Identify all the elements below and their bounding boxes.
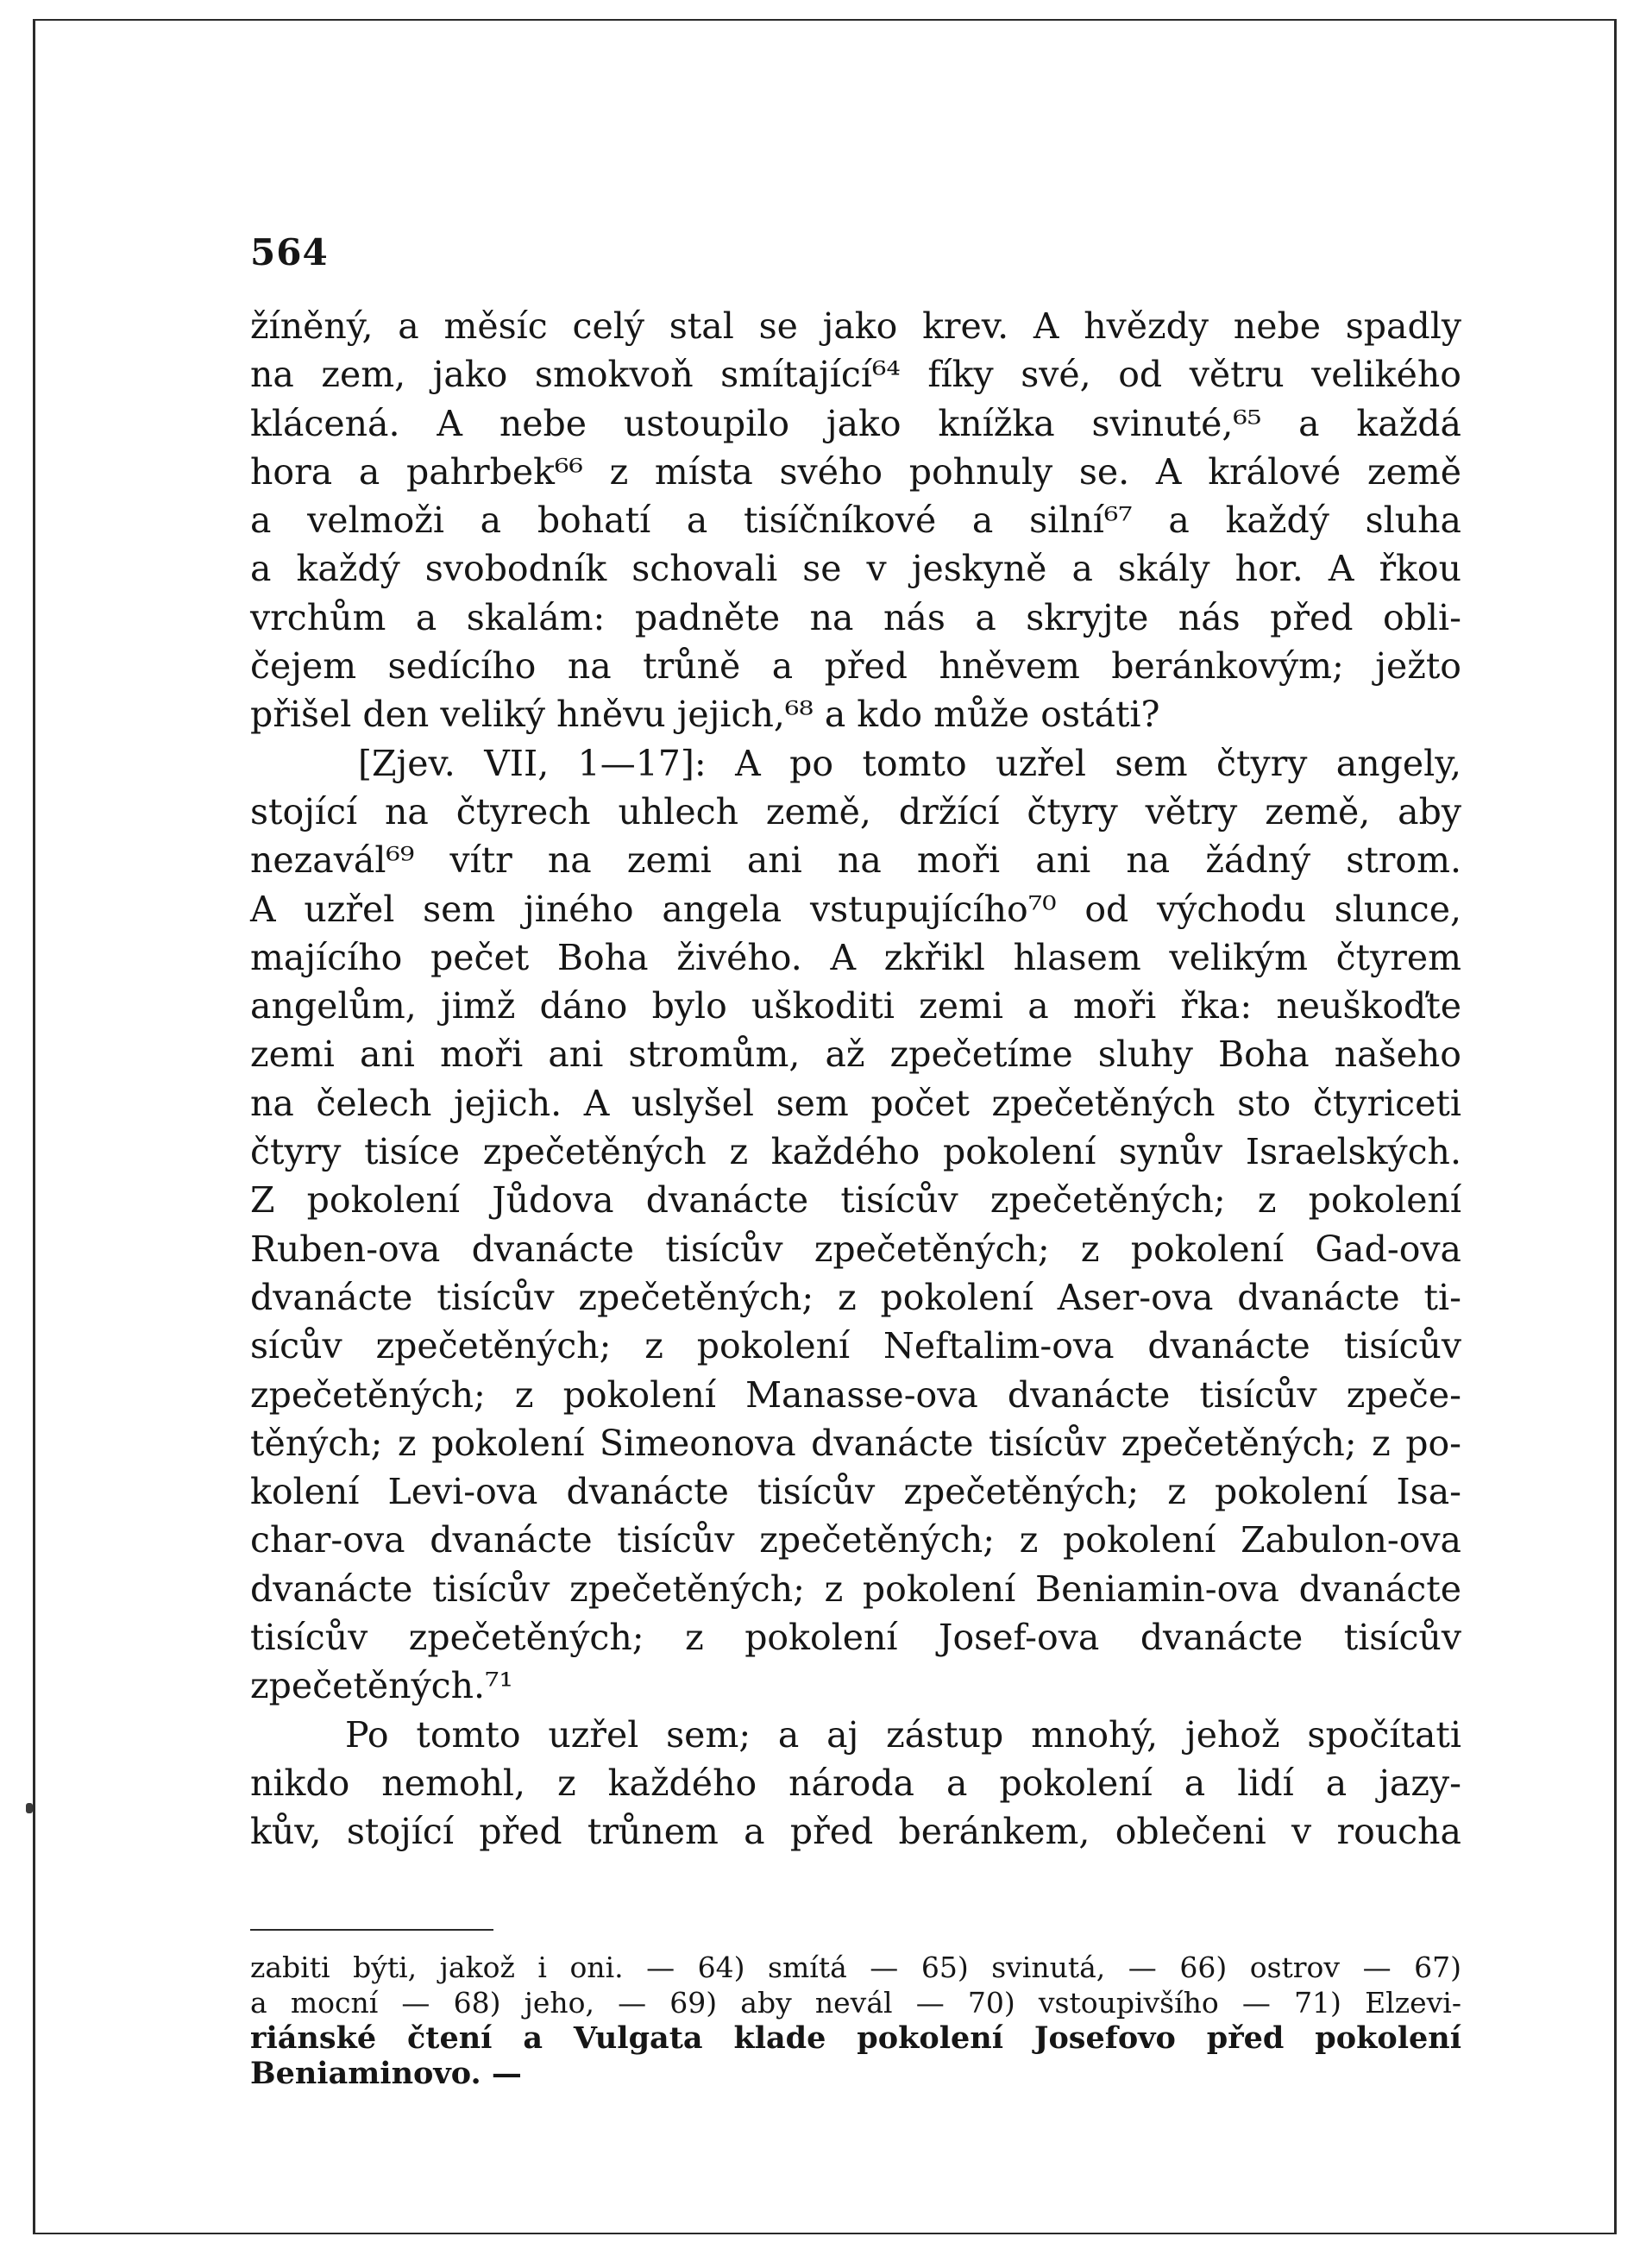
text-line: a každý svobodník schovali se v jeskyně a skály hor. A řkou	[250, 548, 1461, 590]
text-line: klácená. A nebe ustoupilo jako knížka svinuté,⁶⁵ a každá	[250, 402, 1461, 444]
text-line: a velmoži a bohatí a tisíčníkové a silní⁶⁷ a každý sluha	[250, 499, 1461, 542]
text-line: dvanácte tisícův zpečetěných; z pokolení Beniamin-ova dvanácte	[250, 1567, 1461, 1610]
footnote-line: riánské čtení a Vulgata klade pokolení Josefovo před pokolení	[250, 2020, 1461, 2056]
text-line: žíněný, a měsíc celý stal se jako krev. A hvězdy nebe spadly	[250, 305, 1461, 347]
text-line: na čelech jejich. A uslyšel sem počet zpečetěných sto čtyriceti	[250, 1082, 1461, 1124]
body-text	[250, 302, 1461, 1856]
text-line: char-ova dvanácte tisícův zpečetěných; z pokolení Zabulon-ova	[250, 1519, 1461, 1561]
text-line: na zem, jako smokvoň smítající⁶⁴ fíky své, od větru velikého	[250, 354, 1461, 396]
scan-speck	[26, 1803, 33, 1813]
text-line: čtyry tisíce zpečetěných z každého pokolení synův Israelských.	[250, 1131, 1461, 1173]
text-line: Ruben-ova dvanácte tisícův zpečetěných; z pokolení Gad-ova	[250, 1228, 1461, 1270]
text-line: nikdo nemohl, z každého národa a pokolení a lidí a jazy-	[250, 1762, 1461, 1804]
text-line: čejem sedícího na trůně a před hněvem beránkovým; ježto	[250, 645, 1461, 688]
text-line: Z pokolení Jůdova dvanácte tisícův zpečetěných; z pokolení	[250, 1179, 1461, 1222]
text-line: hora a pahrbek⁶⁶ z místa svého pohnuly se. A králové země	[250, 450, 1461, 493]
text-line: zpečetěných; z pokolení Manasse-ova dvanácte tisícův zpeče-	[250, 1373, 1461, 1416]
text-line: stojící na čtyrech uhlech země, držící čtyry větry země, aby	[250, 790, 1461, 832]
text-line: majícího pečet Boha živého. A zkřikl hlasem velikým čtyrem	[250, 936, 1461, 978]
text-line: nezavál⁶⁹ vítr na zemi ani na moři ani na žádný strom.	[250, 839, 1461, 882]
text-line: angelům, jimž dáno bylo uškoditi zemi a moři řka: neuškoďte	[250, 985, 1461, 1027]
text-line: Po tomto uzřel sem; a aj zástup mnohý, jehož spočítati	[345, 1713, 1461, 1756]
footnote-line: zabiti býti, jakož i oni. — 64) smítá — 65) svinutá, — 66) ostrov — 67)	[250, 1951, 1461, 1984]
footnote-line: a mocní — 68) jeho, — 69) aby nevál — 70) vstoupivšího — 71) Elzevi-	[250, 1986, 1461, 2020]
text-line: kolení Levi-ova dvanácte tisícův zpečetěných; z pokolení Isa-	[250, 1471, 1461, 1513]
text-line: [Zjev. VII, 1—17]: A po tomto uzřel sem čtyry angely,	[358, 742, 1461, 784]
footnote-line: Beniaminovo. —	[250, 2056, 522, 2091]
text-line: těných; z pokolení Simeonova dvanácte tisícův zpečetěných; z po-	[250, 1422, 1461, 1464]
text-line: dvanácte tisícův zpečetěných; z pokolení Aser-ova dvanácte ti-	[250, 1276, 1461, 1318]
footnote-divider	[250, 1929, 493, 1931]
text-line: tisícův zpečetěných; z pokolení Josef-ova dvanácte tisícův	[250, 1617, 1461, 1659]
page-number: 564	[250, 231, 329, 273]
text-line: A uzřel sem jiného angela vstupujícího⁷⁰ od východu slunce,	[250, 888, 1461, 930]
text-line: zpečetěných.⁷¹	[250, 1665, 513, 1707]
text-line: přišel den veliký hněvu jejich,⁶⁸ a kdo může ostáti?	[250, 694, 1160, 736]
text-line: sícův zpečetěných; z pokolení Neftalim-ova dvanácte tisícův	[250, 1325, 1461, 1367]
text-line: kův, stojící před trůnem a před beránkem, oblečeni v roucha	[250, 1811, 1461, 1853]
text-line: zemi ani moři ani stromům, až zpečetíme sluhy Boha našeho	[250, 1033, 1461, 1076]
text-line: vrchům a skalám: padněte na nás a skryjte nás před obli-	[250, 596, 1461, 638]
footnotes	[250, 1950, 1461, 2091]
